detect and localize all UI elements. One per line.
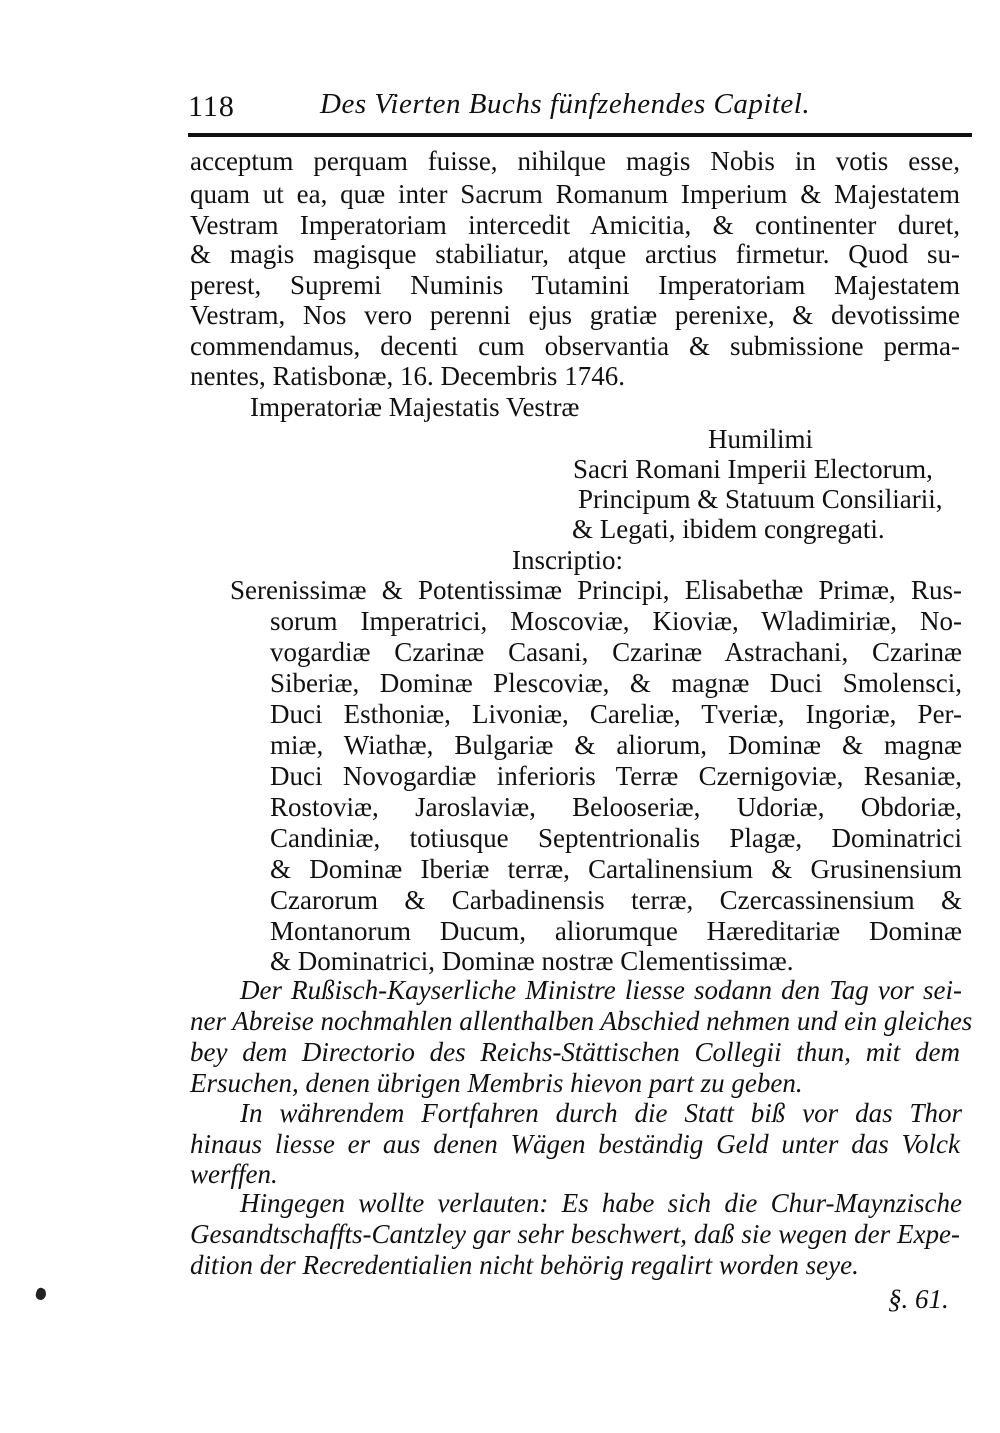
german-line: Gesandtschaffts-Cantzley gar sehr beschwert, daß sie wegen der Expe- <box>190 1219 960 1249</box>
text-line: Vestram, Nos vero perenni ejus gratiæ perenixe, & devotissime <box>190 300 960 330</box>
signature-line: Principum & Statuum Consiliarii, <box>578 484 943 514</box>
page-header <box>182 86 972 130</box>
signature-line: Humilimi <box>708 424 814 454</box>
inscriptio-line: Rostoviæ, Jaroslaviæ, Belooseriæ, Udoriæ, Obdoriæ, <box>270 792 962 822</box>
header-rule <box>188 133 972 137</box>
text-line: Vestram Imperatoriam intercedit Amicitia, & continenter duret, <box>190 210 960 240</box>
text-line: commendamus, decenti cum observantia & submissione perma- <box>190 331 960 361</box>
inscriptio-line: & Dominæ Iberiæ terræ, Cartalinensium & Grusinensium <box>270 854 962 884</box>
text-line: acceptum perquam fuisse, nihilque magis Nobis in votis esse, <box>190 146 960 176</box>
text-line: quam ut ea, quæ inter Sacrum Romanum Imperium & Majestatem <box>190 179 960 209</box>
inscriptio-line: Siberiæ, Dominæ Plescoviæ, & magnæ Duci Smolensci, <box>270 668 962 698</box>
inscriptio-heading: Inscriptio: <box>512 545 623 575</box>
text-line: perest, Supremi Numinis Tutamini Imperatoriam Majestatem <box>190 270 960 300</box>
inscriptio-line: Duci Esthoniæ, Livoniæ, Careliæ, Tveriæ, Ingoriæ, Per- <box>270 699 962 729</box>
text-line: & magis magisque stabiliatur, atque arctius firmetur. Quod su- <box>190 239 960 269</box>
signature-line: Sacri Romani Imperii Electorum, <box>573 454 933 484</box>
inscriptio-line: Candiniæ, totiusque Septentrionalis Plagæ, Dominatrici <box>270 823 962 853</box>
inscriptio-line: sorum Imperatrici, Moscoviæ, Kioviæ, Wladimiriæ, No- <box>270 606 962 636</box>
german-line: In währendem Fortfahren durch die Statt biß vor das Thor <box>240 1098 962 1128</box>
inscriptio-line: miæ, Wiathæ, Bulgariæ & aliorum, Dominæ & magnæ <box>270 730 962 760</box>
closing-line: Imperatoriæ Majestatis Vestræ <box>250 392 580 422</box>
german-line: hinaus liesse er aus denen Wägen beständig Geld unter das Volck <box>190 1129 960 1159</box>
inscriptio-line: Czarorum & Carbadinensis terræ, Czercassinensium & <box>270 885 962 915</box>
inscriptio-line: Serenissimæ & Potentissimæ Principi, Elisabethæ Primæ, Rus- <box>230 575 962 605</box>
catchword: §. 61. <box>888 1284 949 1314</box>
running-head: Des Vierten Buchs fünfzehendes Capitel. <box>320 88 811 120</box>
page-number: 118 <box>188 90 235 123</box>
inscriptio-line: Duci Novogardiæ inferioris Terræ Czernigoviæ, Resaniæ, <box>270 761 962 791</box>
signature-line: & Legati, ibidem congregati. <box>572 514 885 544</box>
german-line: Der Rußisch-Kayserliche Ministre liesse sodann den Tag vor sei- <box>240 975 962 1005</box>
text-line: nentes, Ratisbonæ, 16. Decembris 1746. <box>190 361 625 391</box>
inscriptio-line: vogardiæ Czarinæ Casani, Czarinæ Astrachani, Czarinæ <box>270 637 962 667</box>
inscriptio-line: & Dominatrici, Dominæ nostræ Clementissimæ. <box>270 946 794 976</box>
german-line: dition der Recredentialien nicht behörig regalirt worden seye. <box>190 1250 859 1280</box>
german-line: werffen. <box>190 1159 278 1189</box>
german-line: Ersuchen, denen übrigen Membris hievon part zu geben. <box>190 1068 803 1098</box>
ink-blot <box>34 1287 48 1302</box>
german-line: bey dem Directorio des Reichs-Stättischen Collegii thun, mit dem <box>190 1037 960 1067</box>
inscriptio-line: Montanorum Ducum, aliorumque Hæreditariæ Dominæ <box>270 916 962 946</box>
german-line: Hingegen wollte verlauten: Es habe sich die Chur-Maynzische <box>240 1188 962 1218</box>
german-line: ner Abreise nochmahlen allenthalben Abschied nehmen und ein gleiches <box>190 1006 973 1036</box>
